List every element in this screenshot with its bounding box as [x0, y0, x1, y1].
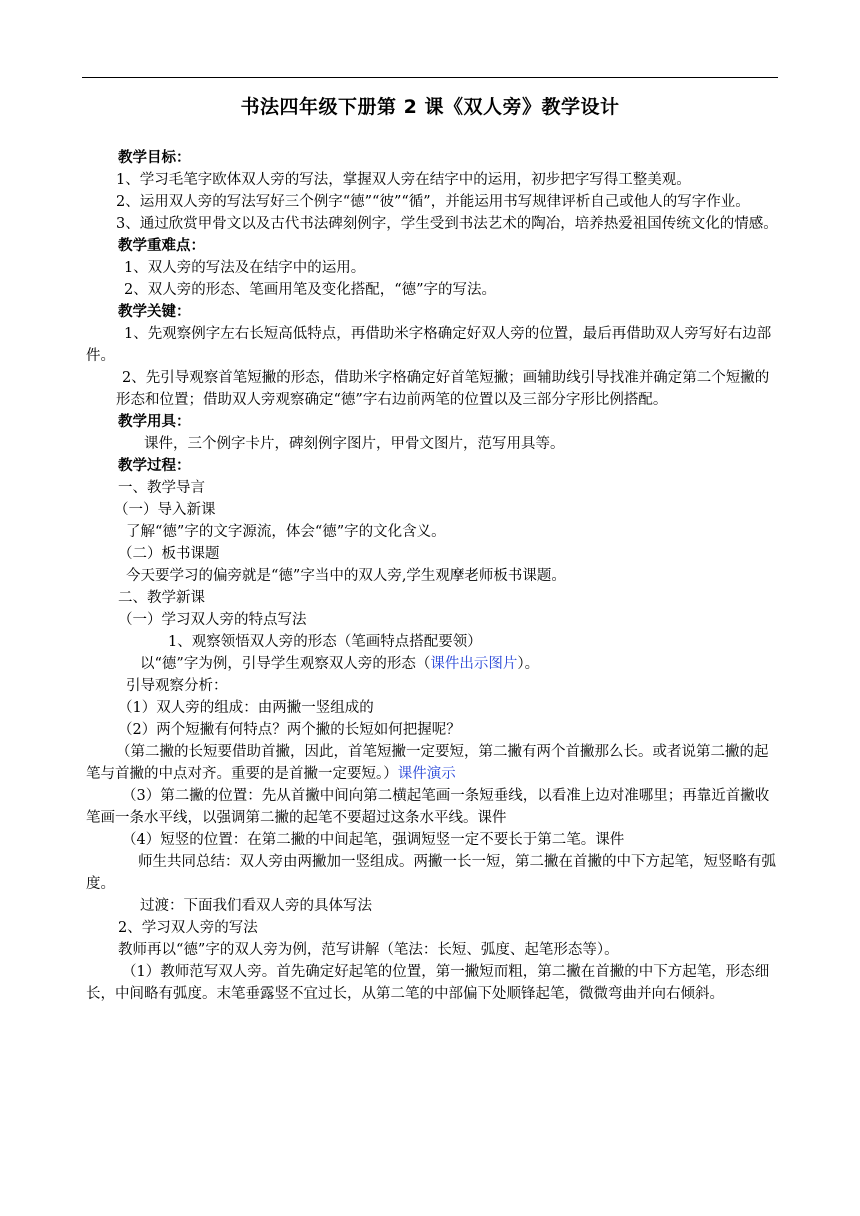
paragraph: 引导观察分析：: [126, 678, 228, 694]
process-heading: 教学过程：: [118, 458, 191, 474]
difficulty-item: 1、双人旁的写法及在结字中的运用。: [124, 260, 366, 276]
paragraph-text: 以“德”字为例，引导学生观察双人旁的形态（: [140, 656, 431, 672]
goal-item: 3、通过欣赏甲骨文以及古代书法碑刻例字，学生受到书法艺术的陶冶，培养热爱祖国传统文化的情感。: [116, 216, 778, 232]
subsection-heading: （二）板书课题: [118, 546, 220, 562]
keys-heading: 教学关键：: [118, 304, 191, 320]
analysis-item: （3）第二撇的位置：先从首撇中间向第二横起笔画一条短垂线，以看准上边对准哪里；再靠近首撇收笔画一条水平线，以强调第二撇的起笔不要超过这条水平线。课件: [86, 788, 770, 826]
key-item: 2、先引导观察首笔短撇的形态，借助米字格确定好首笔短撇；画辅助线引导找准并确定第二个短撇的形态和位置；借助双人旁观察确定“德”字右边前两笔的位置以及三部分字形比例搭配。: [116, 370, 770, 408]
document-title: 书法四年级下册第 2 课《双人旁》教学设计: [240, 96, 620, 118]
document-body: [86, 147, 782, 1005]
courseware-link[interactable]: 课件出示图片: [430, 656, 518, 672]
subsection-heading: （一）导入新课: [114, 502, 216, 518]
demo-paragraph: （1）教师范写双人旁。首先确定好起笔的位置，第一撇短而粗，第二撇在首撇的中下方起笔，形态细长，中间略有弧度。末笔垂露竖不宜过长，从第二笔的中部偏下处顺锋起笔，微微弯曲并向右倾斜。: [86, 964, 770, 1002]
transition: 过渡：下面我们看双人旁的具体写法: [140, 898, 372, 914]
tools-text: 课件，三个例字卡片，碑刻例字图片，甲骨文图片，范写用具等。: [144, 436, 565, 452]
tools-heading: 教学用具：: [118, 414, 191, 430]
analysis-detail: [86, 741, 782, 785]
goal-item: 2、运用双人旁的写法写好三个例字“德”“彼”“循”，并能运用书写规律评析自己或他人的写字作业。: [116, 194, 750, 210]
goals-heading: 教学目标：: [118, 150, 191, 166]
difficulties-heading: 教学重难点：: [118, 238, 205, 254]
analysis-item: （4）短竖的位置：在第二撇的中间起笔，强调短竖一定不要长于第二笔。课件: [122, 832, 625, 848]
goal-item: 1、学习毛笔字欧体双人旁的写法，掌握双人旁在结字中的运用，初步把字写得工整美观。: [116, 172, 691, 188]
summary: 师生共同总结：双人旁由两撇加一竖组成。两撇一长一短，第二撇在首撇的中下方起笔，短竖略有弧度。: [86, 854, 776, 892]
analysis-item: （1）双人旁的组成：由两撇一竖组成的: [118, 700, 374, 716]
key-item: 1、先观察例字左右长短高低特点，再借助米字格确定好双人旁的位置，最后再借助双人旁写好右边部件。: [86, 326, 772, 364]
paragraph: [86, 653, 782, 675]
header-rule: [82, 77, 778, 78]
courseware-link[interactable]: 课件演示: [397, 766, 456, 782]
section-heading: 一、教学导言: [118, 480, 205, 496]
analysis-item: （2）两个短撇有何特点？两个撇的长短如何把握呢？: [118, 722, 461, 738]
paragraph-text: （第二撇的长短要借助首撇，因此，首笔短撇一定要短，第二撇有两个首撇那么长。或者说第二撇的起笔与首撇的中点对齐。重要的是首撇一定要短。）: [86, 744, 769, 782]
paragraph: 教师再以“德”字的双人旁为例，范写讲解（笔法：长短、弧度、起笔形态等）。: [118, 942, 619, 958]
item-heading: 1、观察领悟双人旁的形态（笔画特点搭配要领）: [168, 634, 482, 650]
paragraph: 了解“德”字的文字源流，体会“德”字的文化含义。: [126, 524, 446, 540]
subsection-heading: （一）学习双人旁的特点写法: [118, 612, 307, 628]
section-heading: 二、教学新课: [118, 590, 205, 606]
paragraph: 今天要学习的偏旁就是“德”字当中的双人旁,学生观摩老师板书课题。: [126, 568, 566, 584]
difficulty-item: 2、双人旁的形态、笔画用笔及变化搭配，“德”字的写法。: [124, 282, 497, 298]
paragraph-text: ）。: [517, 656, 540, 672]
item-heading: 2、学习双人旁的写法: [118, 920, 258, 936]
